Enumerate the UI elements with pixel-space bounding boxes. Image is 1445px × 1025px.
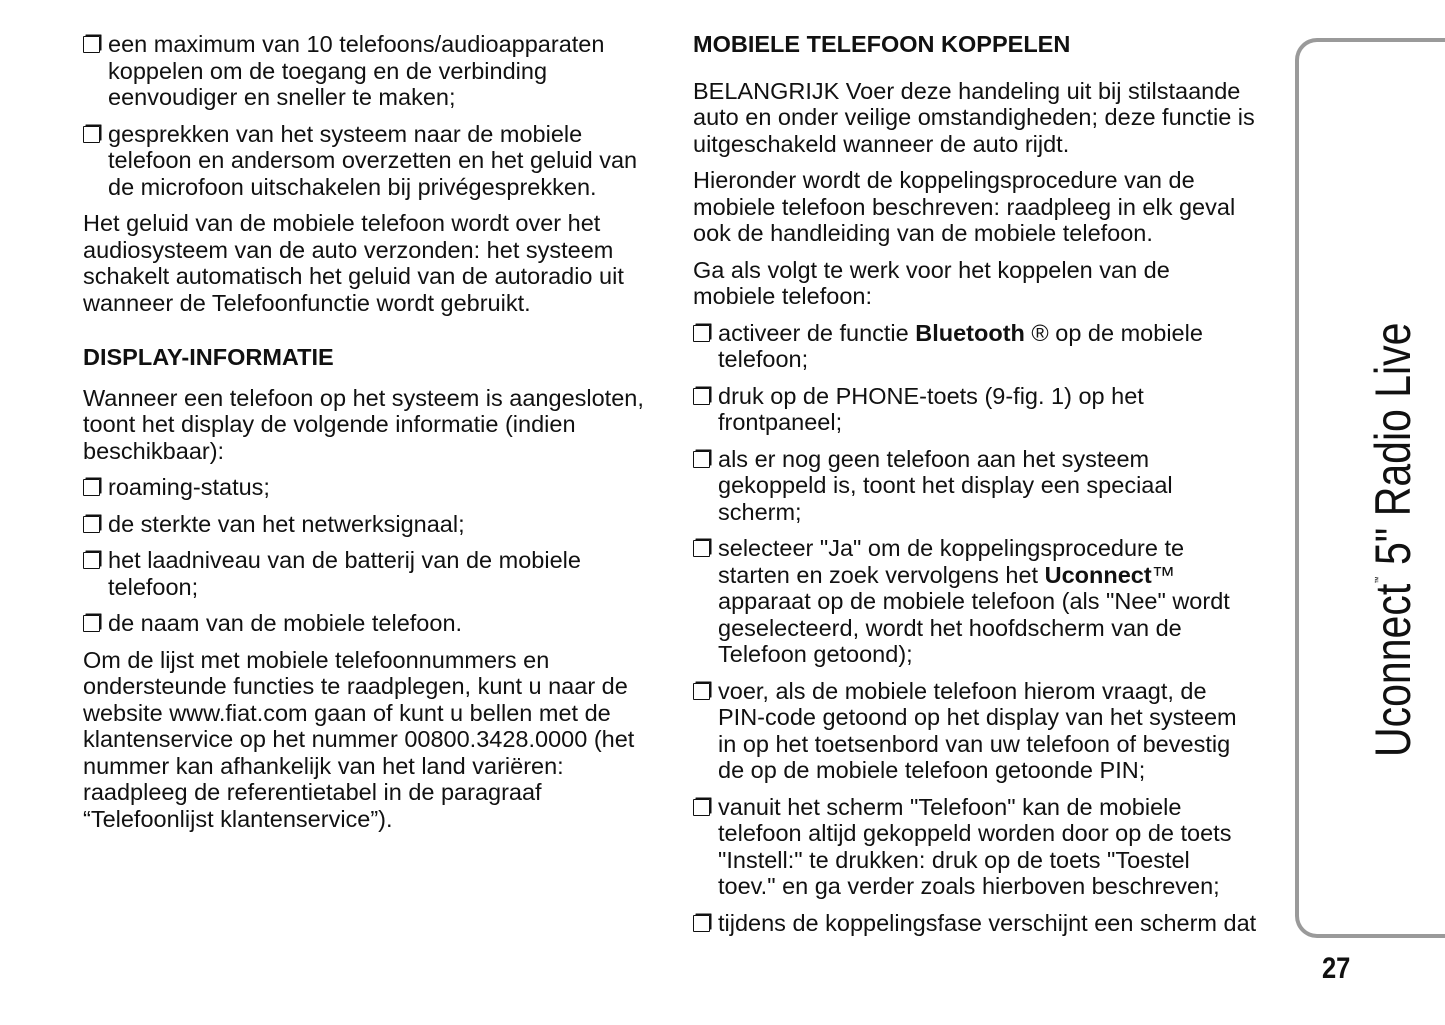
text-line bbox=[693, 104, 1283, 131]
bullet-item bbox=[83, 121, 673, 201]
text-line bbox=[693, 641, 1283, 668]
text-line bbox=[693, 383, 1283, 410]
text-segment: ™ bbox=[1151, 561, 1176, 588]
text-segment: PIN-code getoond op het display van het systeem bbox=[718, 704, 1237, 730]
paragraph bbox=[693, 257, 1283, 310]
text-segment: BELANGRIJK Voer deze handeling uit bij stilstaande bbox=[693, 77, 1241, 104]
text-segment: de naam van de mobiele telefoon. bbox=[108, 610, 463, 636]
text-line bbox=[83, 647, 673, 674]
text-segment: selecteer "Ja" om de koppelingsprocedure te bbox=[718, 535, 1185, 561]
text-segment: scherm; bbox=[718, 498, 802, 525]
text-segment: raadpleeg de referentietabel in de paragraaf bbox=[83, 779, 542, 805]
text-line bbox=[83, 806, 673, 833]
checkbox-bullet-icon bbox=[693, 683, 710, 700]
paragraph bbox=[83, 210, 673, 316]
text-segment: de microfoon uitschakelen bij privégesprekken. bbox=[108, 173, 597, 200]
text-line bbox=[693, 910, 1283, 937]
chapter-title-brand: Uconnect bbox=[1365, 583, 1421, 757]
text-segment: een maximum van 10 telefoons/audioapparaten bbox=[108, 31, 605, 57]
text-segment: telefoon en andersom overzetten en het geluid van bbox=[108, 147, 638, 173]
text-line bbox=[83, 438, 673, 465]
text-segment: gekoppeld is, toont het display een speciaal bbox=[718, 472, 1173, 498]
checkbox-bullet-icon bbox=[83, 126, 100, 143]
checkbox-bullet-icon bbox=[83, 552, 100, 569]
text-line bbox=[83, 673, 673, 700]
text-segment: ondersteunde functies te raadplegen, kunt u naar de bbox=[83, 673, 628, 699]
text-segment: beschikbaar): bbox=[83, 437, 225, 464]
text-segment: telefoon; bbox=[108, 573, 199, 600]
text-segment: telefoon; bbox=[718, 346, 809, 372]
checkbox-bullet-icon bbox=[693, 388, 710, 405]
left-column bbox=[83, 31, 673, 842]
text-segment: vanuit het scherm "Telefoon" kan de mobiele bbox=[718, 793, 1182, 820]
text-line bbox=[693, 731, 1283, 758]
page-number: 27 bbox=[1322, 952, 1351, 985]
bullet-item bbox=[693, 320, 1283, 373]
text-segment: voer, als de mobiele telefoon hierom vraagt, de bbox=[718, 677, 1207, 704]
text-segment: gesprekken van het systeem naar de mobiele bbox=[108, 120, 583, 147]
paragraph bbox=[83, 647, 673, 833]
text-segment: de op de mobiele telefoon getoonde PIN; bbox=[718, 757, 1146, 783]
text-line bbox=[693, 283, 1283, 310]
text-line bbox=[83, 121, 673, 148]
text-line bbox=[83, 237, 673, 264]
bold-term: Bluetooth bbox=[915, 319, 1025, 346]
checkbox-bullet-icon bbox=[83, 615, 100, 632]
text-segment: koppelen om de toegang en de verbinding bbox=[108, 57, 548, 84]
checkbox-bullet-icon bbox=[693, 540, 710, 557]
text-line bbox=[83, 474, 673, 501]
checkbox-bullet-icon bbox=[83, 516, 100, 533]
text-segment: wanneer de Telefoonfunctie wordt gebruikt. bbox=[83, 289, 531, 316]
text-segment: Hieronder wordt de koppelingsprocedure van de bbox=[693, 167, 1195, 193]
bullet-item bbox=[83, 610, 673, 637]
text-line bbox=[83, 547, 673, 574]
text-line bbox=[693, 615, 1283, 642]
text-line bbox=[83, 511, 673, 538]
bullet-item bbox=[693, 383, 1283, 436]
text-line bbox=[693, 446, 1283, 473]
text-segment: ® op de mobiele bbox=[1024, 319, 1203, 346]
text-line bbox=[693, 535, 1283, 562]
checkbox-bullet-icon bbox=[693, 799, 710, 816]
text-segment: de sterkte van het netwerksignaal; bbox=[108, 510, 465, 537]
text-segment: MOBIELE TELEFOON KOPPELEN bbox=[693, 31, 1071, 57]
text-line bbox=[83, 84, 673, 111]
text-line bbox=[693, 409, 1283, 436]
text-line bbox=[83, 574, 673, 601]
text-line bbox=[83, 344, 673, 371]
text-line bbox=[693, 678, 1283, 705]
text-line bbox=[83, 700, 673, 727]
text-segment: Het geluid van de mobiele telefoon wordt over het bbox=[83, 210, 601, 236]
text-segment: toev." en ga verder zoals hierboven beschreven; bbox=[718, 873, 1220, 899]
text-segment: het laadniveau van de batterij van de mobiele bbox=[108, 547, 581, 573]
text-segment: mobiele telefoon: bbox=[693, 283, 872, 309]
text-line bbox=[83, 58, 673, 85]
section-heading bbox=[83, 344, 673, 371]
text-segment: in op het toetsenbord van uw telefoon of bevestig bbox=[718, 730, 1231, 757]
text-line bbox=[83, 610, 673, 637]
checkbox-bullet-icon bbox=[693, 325, 710, 342]
text-line bbox=[83, 31, 673, 58]
text-segment: eenvoudiger en sneller te maken; bbox=[108, 84, 456, 110]
text-segment: tijdens de koppelingsfase verschijnt een scherm dat bbox=[718, 909, 1257, 936]
text-segment: “Telefoonlijst klantenservice”). bbox=[83, 805, 393, 832]
text-line bbox=[693, 167, 1283, 194]
text-line bbox=[693, 588, 1283, 615]
text-segment: ook de handleiding van de mobiele telefoon. bbox=[693, 220, 1153, 246]
text-segment: Ga als volgt te werk voor het koppelen van de bbox=[693, 256, 1170, 283]
text-line bbox=[83, 385, 673, 412]
paragraph bbox=[693, 78, 1283, 158]
text-line bbox=[83, 753, 673, 780]
text-line bbox=[693, 499, 1283, 526]
text-line bbox=[83, 726, 673, 753]
text-segment: geselecteerd, wordt het hoofdscherm van de bbox=[718, 614, 1182, 641]
text-line bbox=[83, 210, 673, 237]
chapter-title bbox=[1365, 322, 1421, 757]
text-segment: uitgeschakeld wanneer de auto rijdt. bbox=[693, 130, 1070, 157]
text-segment: frontpaneel; bbox=[718, 409, 843, 435]
text-line bbox=[693, 472, 1283, 499]
text-line bbox=[693, 78, 1283, 105]
text-segment: druk op de PHONE-toets (9-fig. 1) op het bbox=[718, 382, 1144, 409]
text-segment: roaming-status; bbox=[108, 474, 270, 500]
bullet-item bbox=[83, 31, 673, 111]
chapter-title-model: 5" Radio Live bbox=[1365, 322, 1421, 577]
text-segment: starten en zoek vervolgens het bbox=[718, 561, 1045, 588]
text-line bbox=[83, 411, 673, 438]
bullet-item bbox=[693, 535, 1283, 668]
text-segment: telefoon altijd gekoppeld worden door op de toets bbox=[718, 820, 1232, 846]
text-segment: Om de lijst met mobiele telefoonnummers en bbox=[83, 646, 550, 673]
trademark-mark: ™ bbox=[1373, 576, 1383, 584]
text-line bbox=[693, 820, 1283, 847]
text-line bbox=[83, 147, 673, 174]
paragraph bbox=[83, 385, 673, 465]
text-line bbox=[693, 220, 1283, 247]
text-line bbox=[693, 562, 1283, 589]
text-line bbox=[693, 873, 1283, 900]
text-segment: schakelt automatisch het geluid van de autoradio uit bbox=[83, 263, 624, 289]
text-line bbox=[693, 346, 1283, 373]
text-line bbox=[693, 847, 1283, 874]
bullet-item bbox=[83, 474, 673, 501]
text-segment: nummer kan afhankelijk van het land variëren: bbox=[83, 752, 564, 779]
bold-term: Uconnect bbox=[1044, 561, 1152, 588]
text-segment: mobiele telefoon beschreven: raadpleeg in elk geval bbox=[693, 193, 1236, 220]
text-segment: website www.fiat.com gaan of kunt u bellen met de bbox=[83, 699, 611, 726]
text-segment: audiosysteem van de auto verzonden: het systeem bbox=[83, 236, 614, 263]
paragraph bbox=[693, 167, 1283, 247]
text-line bbox=[693, 757, 1283, 784]
text-segment: toont het display de volgende informatie (indien bbox=[83, 411, 576, 437]
bullet-item bbox=[693, 446, 1283, 526]
checkbox-bullet-icon bbox=[83, 36, 100, 53]
bullet-item bbox=[83, 547, 673, 600]
text-line bbox=[693, 194, 1283, 221]
text-line bbox=[83, 263, 673, 290]
right-column bbox=[693, 31, 1283, 946]
bullet-item bbox=[693, 678, 1283, 784]
text-segment: activeer de functie bbox=[718, 319, 916, 346]
text-segment: auto en onder veilige omstandigheden; deze functie is bbox=[693, 104, 1255, 130]
bullet-item bbox=[83, 511, 673, 538]
text-line bbox=[83, 779, 673, 806]
bullet-item bbox=[693, 910, 1283, 937]
checkbox-bullet-icon bbox=[693, 915, 710, 932]
checkbox-bullet-icon bbox=[83, 479, 100, 496]
text-segment: "Instell:" te drukken: druk op de toets "Toestel bbox=[718, 846, 1190, 873]
text-segment: DISPLAY-INFORMATIE bbox=[83, 344, 334, 370]
text-line bbox=[693, 31, 1283, 58]
text-segment: als er nog geen telefoon aan het systeem bbox=[718, 445, 1150, 472]
checkbox-bullet-icon bbox=[693, 451, 710, 468]
text-segment: Telefoon getoond); bbox=[718, 641, 913, 667]
text-line bbox=[693, 320, 1283, 347]
text-line bbox=[693, 131, 1283, 158]
section-heading bbox=[693, 31, 1283, 58]
text-segment: klantenservice op het nummer 00800.3428.0000 (het bbox=[83, 726, 635, 752]
text-segment: Wanneer een telefoon op het systeem is aangesloten, bbox=[83, 384, 644, 411]
bullet-item bbox=[693, 794, 1283, 900]
text-line bbox=[693, 704, 1283, 731]
text-line bbox=[693, 794, 1283, 821]
text-line bbox=[83, 290, 673, 317]
text-segment: apparaat op de mobiele telefoon (als "Nee" wordt bbox=[718, 588, 1230, 614]
text-line bbox=[693, 257, 1283, 284]
text-line bbox=[83, 174, 673, 201]
